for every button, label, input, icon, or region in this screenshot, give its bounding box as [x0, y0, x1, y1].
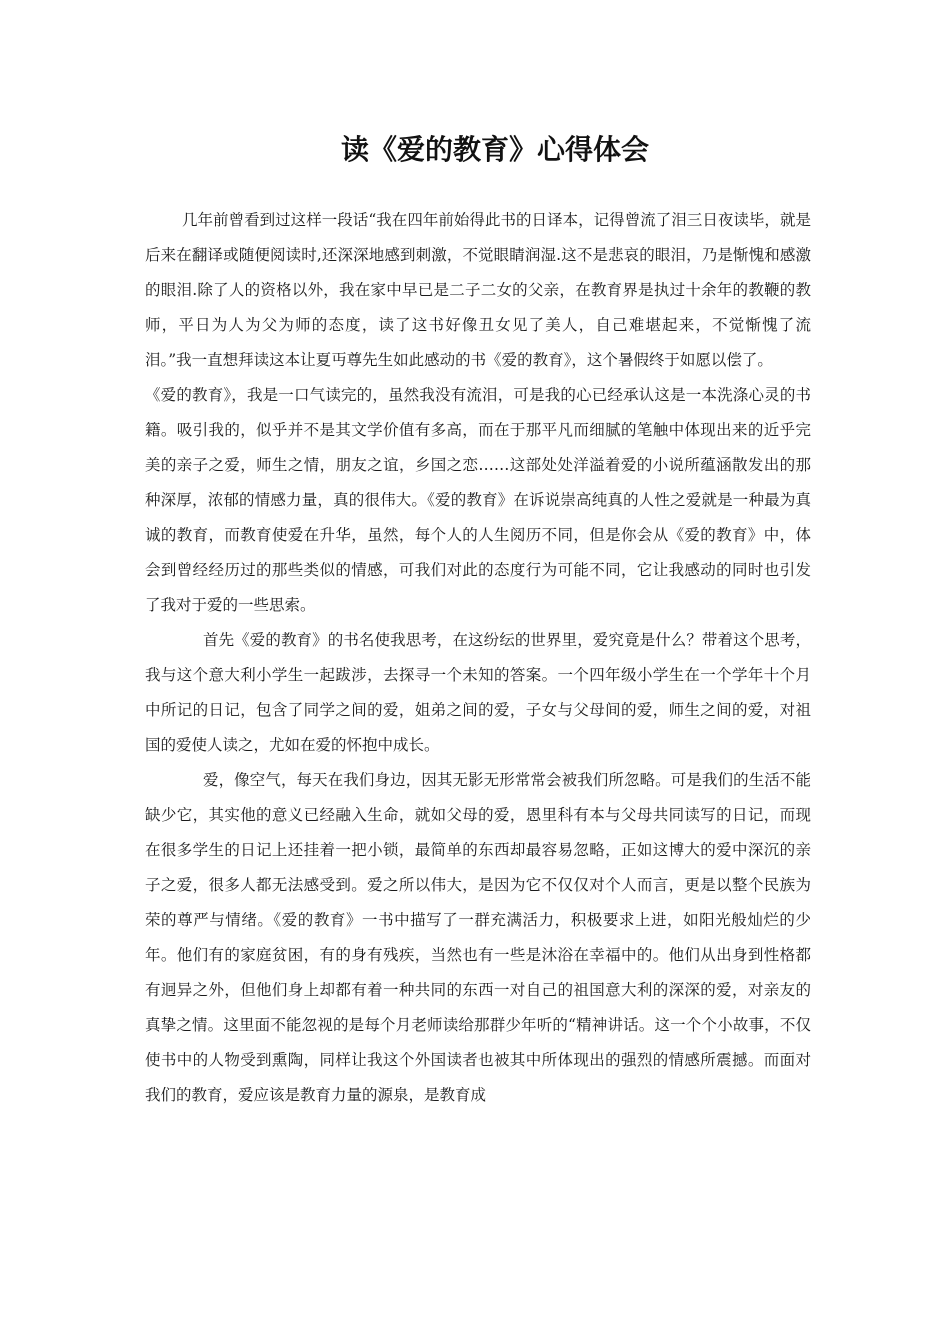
paragraph-4: 爱，像空气，每天在我们身边，因其无影无形常常会被我们所忽略。可是我们的生活不能缺少它，其实他的意义已经融入生命，就如父母的爱，恩里科有本与父母共同读写的日记，而现在很多学生的日记上还挂着一把小锁，最简单的东西却最容易忽略，正如这博大的爱中深沉的亲子之爱，很多人都无法感受到。爱之所以伟大，是因为它不仅仅对个人而言，更是以整个民族为荣的尊严与情绪。《爱的教育》一书中描写了一群充满活力，积极要求上进，如阳光般灿烂的少年。他们有的家庭贫困，有的身有残疾，当然也有一些是沐浴在幸福中的。他们从出身到性格都有迥异之外，但他们身上却都有着一种共同的东西一对自己的祖国意大利的深深的爱，对亲友的真挚之情。这里面不能忽视的是每个月老师读给那群少年听的“精神讲话。这一个个小故事，不仅使书中的人物受到熏陶，同样让我这个外国读者也被其中所体现出的强烈的情感所震撼。而面对我们的教育，爱应该是教育力量的源泉，是教育成: [145, 771, 811, 1104]
paragraph-3: 首先《爱的教育》的书名使我思考，在这纷纭的世界里，爱究竟是什么？带着这个思考，我与这个意大利小学生一起跋涉，去探寻一个未知的答案。一个四年级小学生在一个学年十个月中所记的日记，包含了同学之间的爱，姐弟之间的爱，子女与父母间的爱，师生之间的爱，对祖国的爱使人读之，尤如在爱的怀抱中成长。: [145, 631, 811, 754]
paragraph-2: 《爱的教育》，我是一口气读完的，虽然我没有流泪，可是我的心已经承认这是一本洗涤心灵的书籍。吸引我的，似乎并不是其文学价值有多高，而在于那平凡而细腻的笔触中体现出来的近乎完美的亲子之爱，师生之情，朋友之谊，乡国之恋……这部处处洋溢着爱的小说所蕴涵散发出的那种深厚，浓郁的情感力量，真的很伟大。《爱的教育》在诉说崇高纯真的人性之爱就是一种最为真诚的教育，而教育使爱在升华，虽然，每个人的人生阅历不同，但是你会从《爱的教育》中，体会到曾经经历过的那些类似的情感，可我们对此的态度行为可能不同，它让我感动的同时也引发了我对于爱的一些思索。: [145, 386, 811, 614]
document-title: 读《爱的教育》心得体会: [340, 133, 649, 166]
document-body: [145, 203, 811, 1113]
paragraph-1: 几年前曾看到过这样一段话“我在四年前始得此书的日译本，记得曾流了泪三日夜读毕，就是后来在翻译或随便阅读时,还深深地感到刺激，不觉眼睛润湿.这不是悲哀的眼泪，乃是惭愧和感激的眼泪.除了人的资格以外，我在家中早已是二子二女的父亲，在教育界是执过十余年的教鞭的教师，平日为人为父为师的态度，读了这书好像丑女见了美人，自己难堪起来，不觉惭愧了流泪。”我一直想拜读这本让夏丏尊先生如此感动的书《爱的教育》，这个暑假终于如愿以偿了。: [145, 211, 811, 369]
